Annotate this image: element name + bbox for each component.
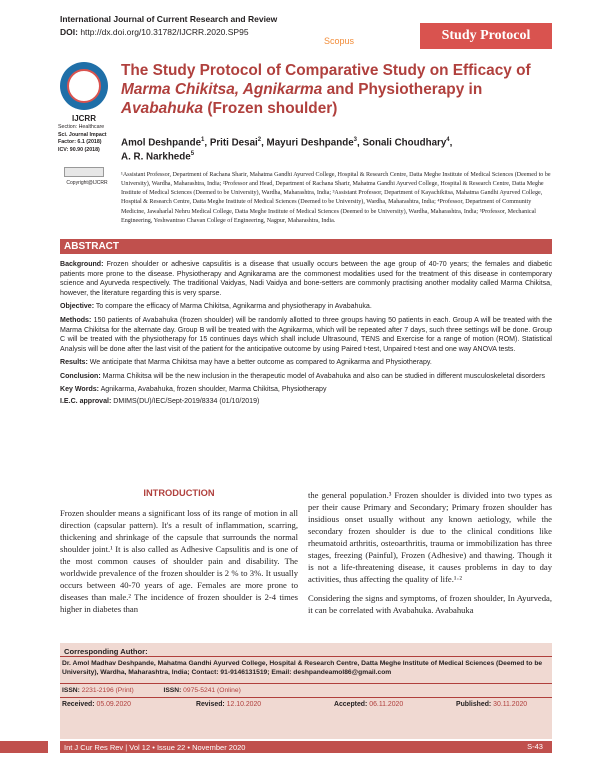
author-sup: 2 — [257, 137, 262, 143]
doi-line — [60, 27, 249, 37]
label: Background: — [60, 261, 104, 268]
label: Results: — [60, 359, 88, 367]
impact-factor: Sci. Journal Impact Factor: 6.1 (2018) — [58, 132, 107, 145]
issn-row — [62, 687, 241, 694]
intro-right-column — [308, 489, 552, 616]
footer-citation: Int J Cur Res Rev | Vol 12 • Issue 22 • November 2020 — [64, 743, 246, 752]
intro-paragraph: Frozen shoulder means a significant loss of its range of motion in all direction (capsular pattern). It's a result of inflammation, scarring, thickening and shrinkage of the capsule that surrounds the normal shoulder joint.¹ It is also called as Adhesive Capsulitis and is one of the most common causes of shoulder pain and disability. The worldwide prevalence of the frozen shoulder is 2 % to 3%. It usually occurs between 40-70 years of age. Females are more prone to diseases than male.² The incidence of frozen shoulder is 2-4 times higher in diabetes than — [60, 508, 298, 615]
issn-online: 0975-5241 (Online) — [183, 687, 241, 694]
divider — [60, 697, 552, 698]
title-italic: Marma Chikitsa, Agnikarma — [121, 80, 323, 98]
date-value: 12.10.2020 — [226, 701, 262, 708]
abstract-heading: ABSTRACT — [60, 239, 552, 254]
corresponding-text: Dr. Amol Madhav Deshpande, Mahatma Gandhi Ayurved College, Hospital & Research Centre, Datta Meghe Institute of Medical Sciences (Deemed to be University), Wardha, Maharashtra, India; Contact: 91-9146131519; Email: deshpandeamol86@gmail.com — [62, 660, 543, 677]
journal-name: International Journal of Current Research and Review — [60, 14, 278, 24]
date-label: Accepted: — [334, 701, 368, 708]
text: We anticipate that Marma Chikitsa may have a better outcome as compared to Agnikarma and Physiotherapy. — [87, 359, 432, 367]
icv-value: ICV: 90.90 (2018) — [58, 147, 100, 153]
text: Frozen shoulder or adhesive capsulitis is a disease that usually occurs between the age group of 40-70 years; the females and diabetic patients more prone to the disease. Physiotherapy and Agnikarama are the commonest modalities used for the treatment of this disease in contemporary science and Ayurveda respectively. The traditional Vaidyas, Nadi Vaidya and bone-setters are commonly practising another modality called Marma Chikitsa, however, the literature regarding this is very sparse. — [60, 261, 552, 298]
published-date — [456, 701, 527, 708]
corresponding-heading: Corresponding Author: — [64, 647, 148, 656]
abstract-keywords — [60, 385, 552, 395]
author-sup: 1 — [201, 137, 205, 143]
label: Key Words: — [60, 385, 100, 393]
intro-paragraph: the general population.³ Frozen shoulder is divided into two types as per their cause Primary and Secondary; Primary frozen shoulder has insidious onset usually without any known aetiology, while the secondary frozen shoulder is due to the clinical conditions like rheumatoid arthritis, osteoarthritis, trauma or immobilization has three stages, freezing (Painful), Frozen (Adhesive) and thawing. Though it is not a life-threatening disease, it causes problems in day to day activities, thus affecting the quality of life.¹·² — [308, 490, 552, 585]
article-type-badge: Study Protocol — [420, 23, 552, 49]
author-list: Amol Deshpande$^1$, Priti Desai$^2$, Mayuri Deshpande$^3$, Sonali Choudhary$^4$, A. R. Narkhede$^5$ — [121, 137, 453, 162]
abstract-iec — [60, 397, 552, 407]
scopus-logo: Scopus — [324, 36, 355, 46]
author-name: Sonali Choudhary — [362, 137, 447, 149]
label: Objective: — [60, 303, 95, 311]
affiliations: ¹Assistant Professor, Department of Rachana Sharir, Mahatma Gandhi Ayurved College, Hospital & Research Centre, Datta Meghe Institute of Medical Sciences (Deemed to be University), Wardha, Maharashtra, India; ²Professor and Head, Department of Rachana Sharir, Mahatma Gandhi Ayurved College, Hospital & Research Centre, Datta Meghe Institute of Medical Sciences (Deemed to be University), Wardha, Maharashtra, India; ³Assistant Professor, Department of Kayachikitsa, Mahatma Gandhi Ayurved College, Hospital & Research Centre, Datta Meghe Institute of Medical Sciences (Deemed to be University), Wardha, Maharashtra, India; ⁴Professor, Department of Community Medicine, Jawaharlal Nehru Medical College, Datta Meghe Institute of Medical Sciences (Deemed to be University), Wardha, Maharashtra, India; ⁵Professor, Mechanical Engineering, Yeshwantrao Chavan College of Engineering, Nagpur, Maharashtra, India. — [121, 172, 551, 224]
doi-link[interactable]: http://dx.doi.org/10.31782/IJCRR.2020.SP95 — [80, 27, 249, 37]
divider — [60, 656, 552, 657]
intro-heading: INTRODUCTION — [143, 488, 215, 498]
issn-print: 2231-2196 (Print) — [81, 687, 134, 694]
author-sup: 4 — [446, 137, 450, 143]
issn-label: ISSN: — [163, 687, 182, 694]
date-value: 06.11.2020 — [369, 701, 404, 708]
text: DMIMS(DU)/IEC/Sept-2019/8334 (01/10/2019) — [111, 397, 260, 405]
divider — [60, 683, 552, 684]
issn-label: ISSN: — [62, 687, 80, 694]
intro-paragraph: Considering the signs and symptoms, of frozen shoulder, In Ayurveda, it can be correlated with Avabahuka. Avabahuka — [308, 593, 552, 616]
date-label: Revised: — [196, 701, 225, 708]
abstract-body — [60, 260, 552, 410]
text: 150 patients of Avabahuka (frozen shoulder) will be randomly allotted to three groups having 50 patients in each. Group A will be treated with the Marma Chikitsa for the alternate day. Group B will be treated with the Agnikarma, which will be repeated after 7 days, such three settings will be done. Group C will be treated with the physiotherapy for 15 continues days which shall include Ultrasound, TENS and Exercise for a range of motion (ROM). Statistical Analysis will be done after the last visit of the patient for the anticipative outcome by using Paired t-test, Unpaired t-test and one way ANOVA tests. — [60, 316, 552, 353]
abstract-conclusion — [60, 372, 552, 382]
copyright: Copyright@IJCRR — [66, 180, 108, 186]
abstract-objective — [60, 302, 552, 312]
journal-logo-inner — [67, 69, 101, 103]
title-part: (Frozen shoulder) — [203, 99, 338, 117]
title-italic: Avabahuka — [121, 99, 204, 117]
title-part: The Study Protocol of Comparative Study on Efficacy of — [121, 62, 531, 79]
paper-title — [121, 62, 551, 118]
text: Agnikarma, Avabahuka, frozen shoulder, Marma Chikitsa, Physiotherapy — [99, 385, 327, 393]
text: To compare the efficacy of Marma Chikitsa, Agnikarma and physiotherapy in Avabahuka. — [94, 303, 372, 311]
label: Methods: — [60, 316, 92, 324]
abstract-results — [60, 358, 552, 368]
cc-license-icon — [64, 167, 104, 177]
page-number: S-43 — [518, 741, 552, 753]
label: I.E.C. approval: — [60, 397, 112, 405]
date-value: 30.11.2020 — [493, 701, 528, 708]
date-label: Published: — [456, 701, 492, 708]
accepted-date — [334, 701, 403, 708]
doi-label: DOI: — [60, 27, 78, 37]
author-name: Mayuri Deshpande — [266, 137, 354, 149]
text: Marma Chikitsa will be the new inclusion in the therapeutic model of Avabahuka and also can be studied in different musculoskeletal disorders — [100, 372, 546, 380]
revised-date — [196, 701, 261, 708]
abstract-background — [60, 260, 552, 299]
label: Conclusion: — [60, 372, 101, 380]
section-label: Section: Healthcare — [58, 124, 105, 130]
title-part: and Physiotherapy in — [322, 80, 483, 98]
intro-left-column — [60, 488, 298, 615]
author-name: Amol Deshpande — [121, 137, 202, 149]
abstract-methods — [60, 316, 552, 355]
author-name: Priti Desai — [209, 137, 258, 149]
date-label: Received: — [62, 701, 95, 708]
author-sup: 3 — [353, 137, 357, 143]
footer-strip — [0, 741, 48, 753]
author-sup: 5 — [190, 150, 195, 157]
date-value: 05.09.2020 — [96, 701, 131, 708]
author-name: A. R. Narkhede — [121, 150, 191, 162]
received-date — [62, 701, 131, 708]
logo-text: IJCRR — [71, 114, 96, 123]
